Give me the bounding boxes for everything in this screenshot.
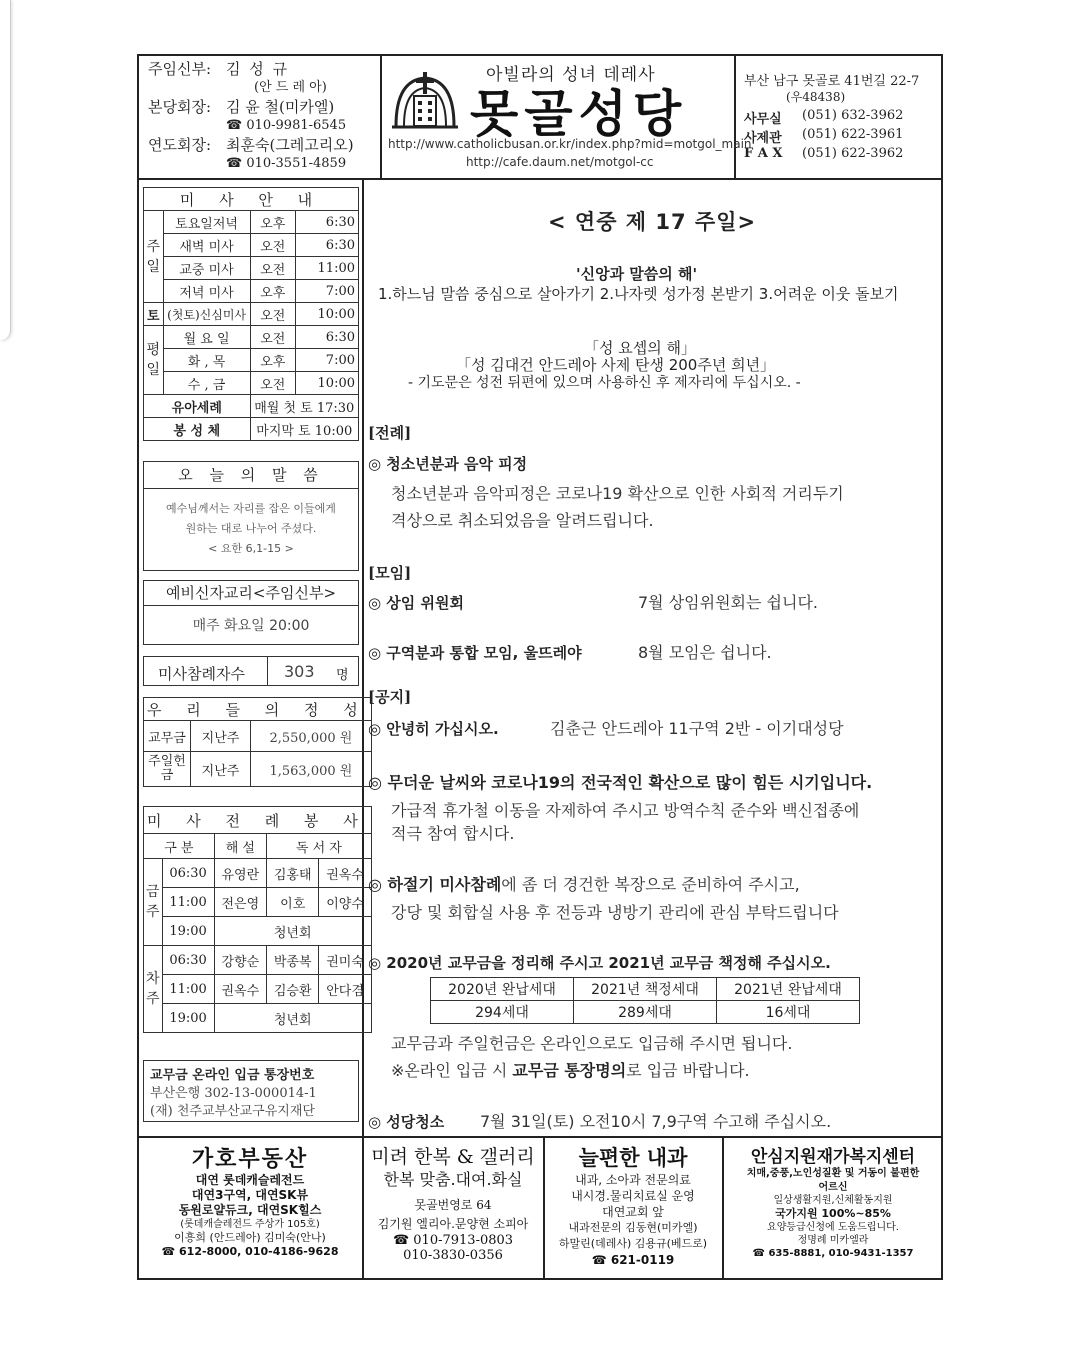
server-reader: 김홍태	[267, 859, 319, 888]
ad-line: 한복 맞춤.대여.화실	[383, 1170, 523, 1189]
ads-divider	[137, 1136, 943, 1138]
ad-line: 국가지원 100%~85%	[775, 1207, 891, 1220]
ad-line: 못골번영로 64	[414, 1198, 492, 1212]
pastor-label: 주임신부:	[148, 60, 212, 78]
church-logo-icon	[392, 70, 458, 130]
ad-line: (롯데캐슬레전드 주상가 105호)	[180, 1219, 320, 1230]
notice-dues-title: ◎ 2020년 교무금을 정리해 주시고 2021년 교무금 책정해 주십시오.	[368, 954, 831, 972]
weekday-mass-name: 수 , 금	[163, 372, 250, 395]
server-time: 11:00	[162, 975, 214, 1004]
liturgy-text: 격상으로 취소되었음을 알려드립니다.	[391, 511, 654, 530]
server-group: 청년회	[214, 1004, 371, 1033]
saturday-label: 토	[144, 303, 164, 326]
weekday-mass-ampm: 오후	[250, 349, 295, 372]
year-items: 1.하느님 말씀 중심으로 살아가기 2.나자렛 성가정 본받기 3.어려운 이웃 돌보기	[378, 285, 899, 303]
sunday-mass-name: 토요일저녁	[163, 211, 250, 234]
ad-line: 대연 롯데캐슬레전드	[195, 1173, 305, 1187]
server-time: 06:30	[162, 859, 214, 888]
notice-covid-title: ◎ 무더운 날씨와 코로나19의 전국적인 확산으로 많이 힘든 시기입니다.	[368, 773, 873, 792]
catechism-title: 예비신자교리<주임신부>	[144, 581, 358, 606]
ad-line: 이흥희 (안드레아) 김미숙(안나)	[174, 1231, 326, 1244]
cafe-link[interactable]: http://cafe.daum.net/motgol-cc	[466, 155, 654, 169]
servers-header: 해 설	[214, 834, 266, 859]
servers-header: 구 분	[144, 834, 215, 859]
servers-title: 미 사 전 례 봉 사	[144, 807, 372, 834]
meeting-item-title: ◎ 상임 위원회	[368, 594, 464, 612]
offering-label: 교무금	[144, 721, 191, 752]
postal-code: (우48438)	[786, 90, 846, 104]
kim-jubilee: 「성 김대건 안드레아 사제 탄생 200주년 희년」	[456, 356, 776, 374]
weekday-mass-ampm: 오전	[250, 326, 295, 349]
section-notice: [공지]	[368, 688, 412, 706]
bank-title: 교무금 온라인 입금 통장번호	[150, 1068, 315, 1083]
server-time: 19:00	[162, 917, 214, 946]
offering-period: 지난주	[191, 721, 251, 752]
online-note-prefix: ※온라인 입금 시	[391, 1061, 513, 1080]
ad-clinic	[545, 1142, 721, 1268]
todays-word-ref: < 요한 6,1-15 >	[208, 542, 294, 555]
sec-phone-row	[226, 154, 346, 173]
server-commentator: 전은영	[214, 888, 266, 917]
server-reader: 권미숙	[319, 946, 371, 975]
notice-covid-text: 적극 참여 합시다.	[391, 824, 515, 843]
ad-realestate	[140, 1142, 360, 1259]
attendance-count: 303	[284, 662, 315, 681]
online-note-emphasis: 교무금 통장명의	[512, 1061, 627, 1080]
chair-phone: 010-9981-6545	[246, 118, 347, 133]
online-note-suffix: 로 입금 바랍니다.	[626, 1061, 750, 1080]
online-note-2	[391, 1058, 750, 1081]
dues-table	[430, 977, 860, 1024]
mass-schedule-table	[143, 187, 359, 441]
rectory-phone: (051) 622-3961	[802, 127, 904, 142]
offering-label: 주일헌금	[144, 752, 191, 787]
catechism-box	[143, 580, 359, 645]
sunday-mass-name: 새벽 미사	[163, 234, 250, 257]
server-commentator: 유영란	[214, 859, 266, 888]
saturday-mass-ampm: 오전	[250, 303, 295, 326]
fax-phone: (051) 622-3962	[802, 146, 904, 161]
sunday-mass-name: 교중 미사	[163, 257, 250, 280]
dues-header: 2020년 완납세대	[431, 978, 574, 1001]
section-meeting: [모임]	[368, 564, 412, 582]
ad-title: 안심지원재가복지센터	[750, 1147, 916, 1167]
website-link[interactable]: http://www.catholicbusan.or.kr/index.php?mid=motgol_main	[388, 137, 752, 151]
rectory-label: 사제관	[744, 131, 782, 146]
weekday-mass-name: 월 요 일	[163, 326, 250, 349]
ad-phone: 010-3830-0356	[403, 1248, 503, 1263]
offering-amount: 2,550,000 원	[251, 721, 372, 752]
communion-label: 봉 성 체	[144, 418, 251, 441]
prayer-note: - 기도문은 성전 뒤편에 있으며 사용하신 후 제자리에 두십시오. -	[408, 375, 801, 391]
fax-label: F A X	[744, 146, 783, 161]
ad-care-center	[724, 1142, 942, 1261]
weekday-mass-time: 10:00	[296, 372, 359, 395]
server-reader: 권옥수	[319, 859, 371, 888]
dues-value: 289세대	[574, 1001, 717, 1024]
pastor-name: 김 성 규	[226, 60, 290, 78]
ad-phone: ☎ 010-7913-0803	[392, 1233, 514, 1248]
bank-account: 부산은행 302-13-000014-1	[150, 1086, 317, 1101]
server-reader: 안다겸	[319, 975, 371, 1004]
attendance-label: 미사참례자수	[158, 665, 245, 683]
todays-word-line: 예수님께서는 자리를 잡은 이들에게	[166, 502, 336, 515]
todays-word-line: 원하는 대로 나누어 주셨다.	[185, 522, 317, 535]
ad-line: 내과, 소아과 전문의료	[575, 1173, 691, 1187]
notice-attire-text2: 강당 및 회합실 사용 후 전등과 냉방기 관리에 관심 부탁드립니다	[391, 903, 839, 922]
next-week-label: 차주	[144, 946, 163, 1033]
server-time: 19:00	[162, 1004, 214, 1033]
saturday-mass-time: 10:00	[296, 303, 359, 326]
office-phone: (051) 632-3962	[802, 108, 904, 123]
year-title: '신앙과 말씀의 해'	[576, 265, 698, 283]
header-right-divider	[734, 54, 736, 178]
sunday-mass-ampm: 오전	[250, 257, 295, 280]
this-week-label: 금주	[144, 859, 163, 946]
sunday-mass-time: 11:00	[296, 257, 359, 280]
notice-attire-title: ◎ 하절기 미사참례	[368, 875, 502, 894]
notice-attire	[368, 872, 800, 895]
attendance-box	[143, 656, 359, 686]
sunday-mass-ampm: 오후	[250, 211, 295, 234]
server-commentator: 권옥수	[214, 975, 266, 1004]
online-note: 교무금과 주일헌금은 온라인으로도 입금해 주시면 됩니다.	[391, 1034, 793, 1053]
weekday-label: 평일	[144, 326, 164, 395]
servers-table	[143, 806, 372, 1033]
catechism-time: 매주 화요일 20:00	[192, 618, 310, 634]
meeting-item-title: ◎ 구역분과 통합 모임, 울뜨레야	[368, 644, 582, 662]
sec-name: 최훈숙(그레고리오)	[226, 136, 354, 154]
sec-label: 연도회장:	[148, 136, 212, 154]
server-reader: 이양수	[319, 888, 371, 917]
liturgy-item-title: ◎ 청소년분과 음악 피정	[368, 455, 528, 473]
server-time: 11:00	[162, 888, 214, 917]
chair-phone-row	[226, 116, 346, 135]
meeting-item-text: 8월 모임은 쉽니다.	[638, 643, 772, 662]
cleaning-title: ◎ 성당청소	[368, 1113, 445, 1131]
sunday-mass-time: 7:00	[296, 280, 359, 303]
sunday-mass-time: 6:30	[296, 234, 359, 257]
offering-title: 우 리 들 의 정 성	[144, 698, 372, 721]
dues-value: 294세대	[431, 1001, 574, 1024]
dues-header: 2021년 책정세대	[574, 978, 717, 1001]
communion-value: 마지막 토 10:00	[250, 418, 358, 441]
sec-phone: 010-3551-4859	[246, 156, 347, 171]
offering-period: 지난주	[191, 752, 251, 787]
notice-farewell-text: 김춘근 안드레아 11구역 2반 - 이기대성당	[550, 719, 844, 738]
server-reader: 이호	[267, 888, 319, 917]
cleaning-text: 7월 31일(토) 오전10시 7,9구역 수고해 주십시오.	[480, 1112, 832, 1131]
ad-phone: ☎ 612-8000, 010-4186-9628	[161, 1245, 339, 1258]
ad-line: 동원로얄듀크, 대연SK힐스	[178, 1203, 322, 1217]
servers-header: 독 서 자	[267, 834, 372, 859]
ad-line: 하말린(데레사) 김용규(베드로)	[558, 1237, 708, 1250]
server-group: 청년회	[214, 917, 371, 946]
server-time: 06:30	[162, 946, 214, 975]
ad-line: 치매,중풍,노인성질환 및 거동이 불편한	[746, 1168, 920, 1179]
section-liturgy: [전례]	[368, 424, 412, 442]
church-subtitle: 아빌라의 성녀 데레사	[486, 65, 656, 85]
ad-phone: ☎ 621-0119	[591, 1253, 675, 1267]
pastor-baptism: (안 드 레 아)	[254, 80, 327, 95]
ad-hanbok	[364, 1142, 542, 1263]
office-label: 사무실	[744, 112, 782, 127]
ad-line: 정명례 미카엘라	[797, 1235, 869, 1246]
server-commentator: 강향순	[214, 946, 266, 975]
weekday-mass-time: 7:00	[296, 349, 359, 372]
server-reader: 박종복	[267, 946, 319, 975]
chair-label: 본당회장:	[148, 98, 212, 116]
phone-icon: ☎	[226, 156, 247, 171]
dues-header: 2021년 완납세대	[717, 978, 860, 1001]
bank-holder: (재) 천주교부산교구유지재단	[150, 1104, 315, 1119]
liturgy-text: 청소년분과 음악피정은 코로나19 확산으로 인한 사회적 거리두기	[391, 484, 844, 503]
sunday-mass-time: 6:30	[296, 211, 359, 234]
ad-title: 가호부동산	[191, 1147, 309, 1172]
church-name: 못골성당	[470, 85, 688, 143]
attendance-unit: 명	[336, 668, 349, 683]
address: 부산 남구 못골로 41번길 22-7	[744, 74, 920, 89]
ad-line: 내과전문의 김동현(미카엘)	[568, 1221, 698, 1234]
header-left-divider	[380, 54, 382, 178]
server-reader: 김승환	[267, 975, 319, 1004]
sunday-label: 주일	[144, 211, 164, 303]
joseph-year: 「성 요셉의 해」	[584, 339, 696, 357]
ad-phone: ☎ 635-8881, 010-9431-1357	[752, 1248, 914, 1259]
ad-line: 대연3구역, 대연SK뷰	[191, 1188, 309, 1202]
ad-line: 내시경.물리치료실 운영	[571, 1189, 695, 1203]
meeting-item-text: 7월 상임위원회는 쉽니다.	[638, 593, 818, 612]
ad-title: 늘편한 내과	[578, 1146, 688, 1170]
todays-word-title: 오 늘 의 말 씀	[144, 462, 358, 489]
todays-word-box	[143, 461, 359, 571]
infant-baptism-label: 유아세례	[144, 395, 251, 418]
sunday-mass-ampm: 오전	[250, 234, 295, 257]
header-divider	[137, 178, 943, 180]
phone-icon: ☎	[226, 118, 247, 133]
ad-title: 미려 한복 & 갤러리	[371, 1146, 535, 1168]
weekday-mass-ampm: 오전	[250, 372, 295, 395]
notice-covid-text: 가급적 휴가철 이동을 자제하여 주시고 방역수칙 준수와 백신접종에	[391, 801, 860, 820]
ad-line: 대연교회 앞	[602, 1205, 664, 1219]
week-title: < 연중 제 17 주일>	[548, 210, 757, 234]
sunday-mass-name: 저녁 미사	[163, 280, 250, 303]
offering-amount: 1,563,000 원	[251, 752, 372, 787]
infant-baptism-value: 매월 첫 토 17:30	[250, 395, 358, 418]
ad-line: 요양등급신청에 도움드립니다.	[767, 1222, 899, 1233]
page-edge	[0, 0, 11, 340]
dues-value: 16세대	[717, 1001, 860, 1024]
ad-line: 김기원 엘리아.문양현 소피아	[377, 1217, 529, 1231]
mass-schedule-title: 미 사 안 내	[144, 188, 359, 211]
ad-line: 어르신	[818, 1182, 848, 1193]
weekday-mass-name: 화 , 목	[163, 349, 250, 372]
offering-table	[143, 697, 372, 787]
sunday-mass-ampm: 오후	[250, 280, 295, 303]
ad-line: 일상생활지원,신체활동지원	[773, 1195, 893, 1206]
notice-farewell-title: ◎ 안녕히 가십시오.	[368, 720, 499, 738]
bank-box	[143, 1060, 359, 1122]
saturday-mass-name: (첫토)신심미사	[163, 303, 250, 326]
weekday-mass-time: 6:30	[296, 326, 359, 349]
notice-attire-text: 에 좀 더 경건한 복장으로 준비하여 주시고,	[501, 875, 800, 894]
chair-name: 김 윤 철(미카엘)	[226, 98, 335, 116]
